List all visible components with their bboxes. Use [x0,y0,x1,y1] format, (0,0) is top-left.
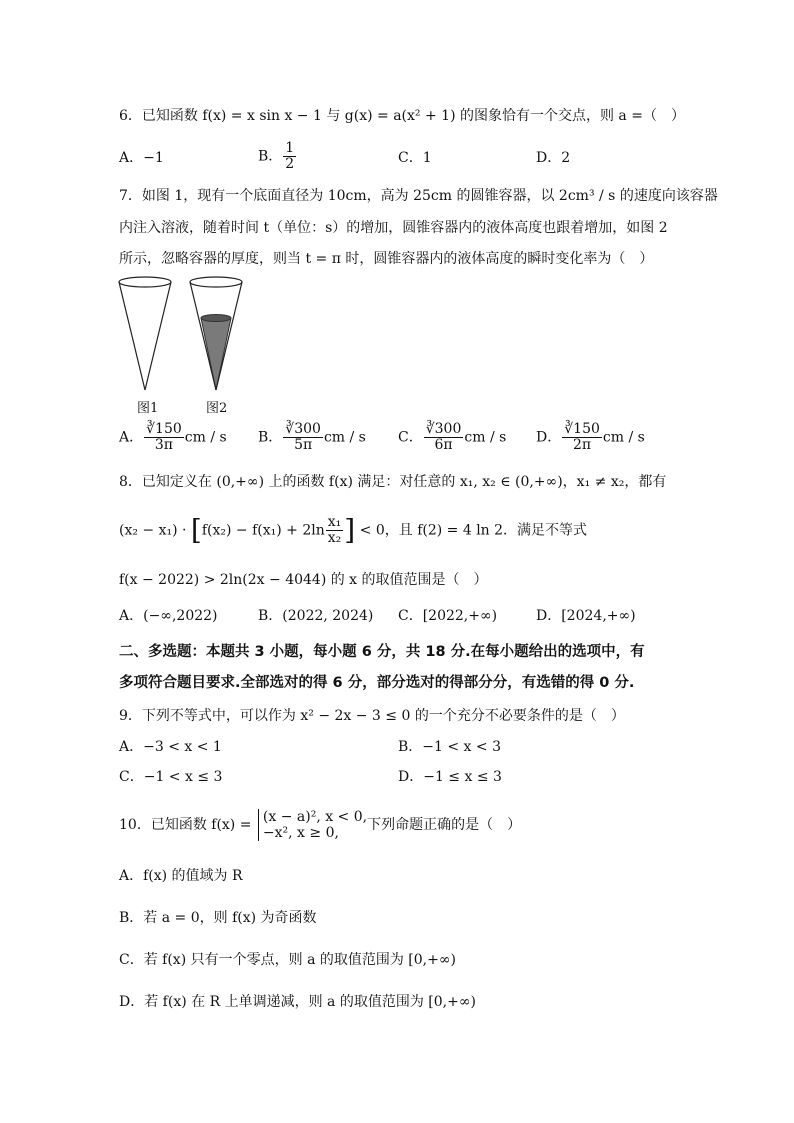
q10-option-b: B．若 a = 0，则 f(x) 为奇函数 [119,910,317,926]
q7-option-c-numerator: ∛300 [425,421,462,437]
figure-2-label: 图2 [206,401,228,416]
q6-option-b-letter: B． [258,148,283,165]
q7-option-c [398,422,506,453]
q8-stem-line1: 8．已知定义在 (0,+∞) 上的函数 f(x) 满足：对任意的 x₁, x₂ ∈ (0,+∞)，x₁ ≠ x₂，都有 [119,474,667,490]
q10-stem [119,808,521,842]
q7-option-d-letter: D． [536,429,562,446]
q9-stem: 9．下列不等式中，可以作为 x² − 2x − 3 ≤ 0 的一个充分不必要条件的是（ ） [119,708,625,724]
q10-piecewise [258,809,367,841]
q8-option-a: A．(−∞,2022) [119,608,218,624]
q7-stem-line1: 7．如图 1，现有一个底面直径为 10cm，高为 25cm 的圆锥容器，以 2cm³ / s 的速度向该容器 [119,188,718,204]
q7-option-c-denominator: 6π [434,437,453,453]
q7-figures [110,272,260,417]
q7-option-b-numerator: ∛300 [285,421,321,437]
q6-option-d: D．2 [536,150,571,166]
q8-ln-denominator: x₂ [327,530,342,546]
q7-stem-line2: 内注入溶液，随着时间 t（单位：s）的增加，圆锥容器内的液体高度也跟着增加，如图 2 [119,220,668,236]
q7-option-c-letter: C． [398,429,423,446]
section-2-heading-line2: 多项符合题目要求.全部选对的得 6 分，部分选对的得部分分，有选错的得 0 分. [119,675,635,691]
q6-option-a: A．−1 [119,150,164,166]
q8-stem-line2-tail: < 0，且 f(2) = 4 ln 2．满足不等式 [355,522,588,539]
q10-option-d: D．若 f(x) 在 R 上单调递减，则 a 的取值范围为 [0,+∞) [119,994,476,1010]
q7-option-d-numerator: ∛150 [564,421,600,437]
q10-piece-1: (x − a)², x < 0, [262,809,368,825]
q10-piece-2: −x², x ≥ 0, [262,825,339,841]
q6-option-b-fraction [283,141,296,172]
q6-option-b-numerator: 1 [285,140,295,156]
q7-option-a-numerator: ∛150 [146,421,182,437]
q7-option-c-unit: cm / s [464,429,507,446]
q7-option-b-denominator: 5π [294,437,313,453]
q7-option-a-denominator: 3π [154,437,173,453]
q10-stem-prefix: 10．已知函数 f(x) = [119,817,256,833]
q7-option-b-letter: B． [258,429,283,446]
q7-option-d-denominator: 2π [573,437,592,453]
q9-option-d: D．−1 ≤ x ≤ 3 [398,769,502,785]
q8-stem-line2: (x₂ − x₁) · [f(x₂) − f(x₁) + 2ln $\frac{\text{x₁}}{\text{x₂}}$ ] < 0，且 f(2) = 4 ln 2．满足不等式 [119,513,588,547]
q7-option-b [258,422,366,453]
q8-option-b: B．(2022, 2024) [258,608,374,624]
q10-option-c: C．若 f(x) 只有一个零点，则 a 的取值范围为 [0,+∞) [119,952,456,968]
q6-option-c: C．1 [398,150,432,166]
q8-ln-numerator: x₁ [327,514,342,530]
q7-option-a-letter: A． [119,429,144,446]
q9-option-c: C．−1 < x ≤ 3 [119,769,223,785]
q8-bracket-expression: f(x₂) − f(x₁) + 2ln [201,522,325,539]
q10-option-a: A．f(x) 的值域为 R [119,868,243,884]
q10-stem-suffix: 下列命题正确的是（ ） [367,817,522,833]
q6-stem: 6．已知函数 f(x) = x sin x − 1 与 g(x) = a(x² + 1) 的图象恰有一个交点，则 a =（ ） [119,108,685,124]
q9-option-a: A．−3 < x < 1 [119,739,222,755]
q8-option-c: C．[2022,+∞) [398,608,498,624]
figure-2-filled-cone [190,277,242,390]
q7-option-d-unit: cm / s [602,429,645,446]
q8-factor: (x₂ − x₁) · [119,522,191,539]
section-2-heading-line1: 二、多选题：本题共 3 小题，每小题 6 分，共 18 分.在每小题给出的选项中，有 [119,644,645,660]
q7-option-d [536,422,645,453]
q7-option-b-unit: cm / s [323,429,366,446]
q7-option-a [119,422,227,453]
q6-option-b [258,141,297,172]
q7-stem-line3: 所示，忽略容器的厚度，则当 t = π 时，圆锥容器内的液体高度的瞬时变化率为（ ） [119,251,654,267]
q6-option-b-denominator: 2 [285,156,295,172]
q8-stem-line3: f(x − 2022) > 2ln(2x − 4044) 的 x 的取值范围是（ ） [119,572,488,588]
figure-1-label: 图1 [137,401,159,416]
figure-1-empty-cone [119,277,171,390]
q9-option-b: B．−1 < x < 3 [398,739,501,755]
q7-option-a-unit: cm / s [184,429,227,446]
q8-option-d: D．[2024,+∞) [536,608,636,624]
